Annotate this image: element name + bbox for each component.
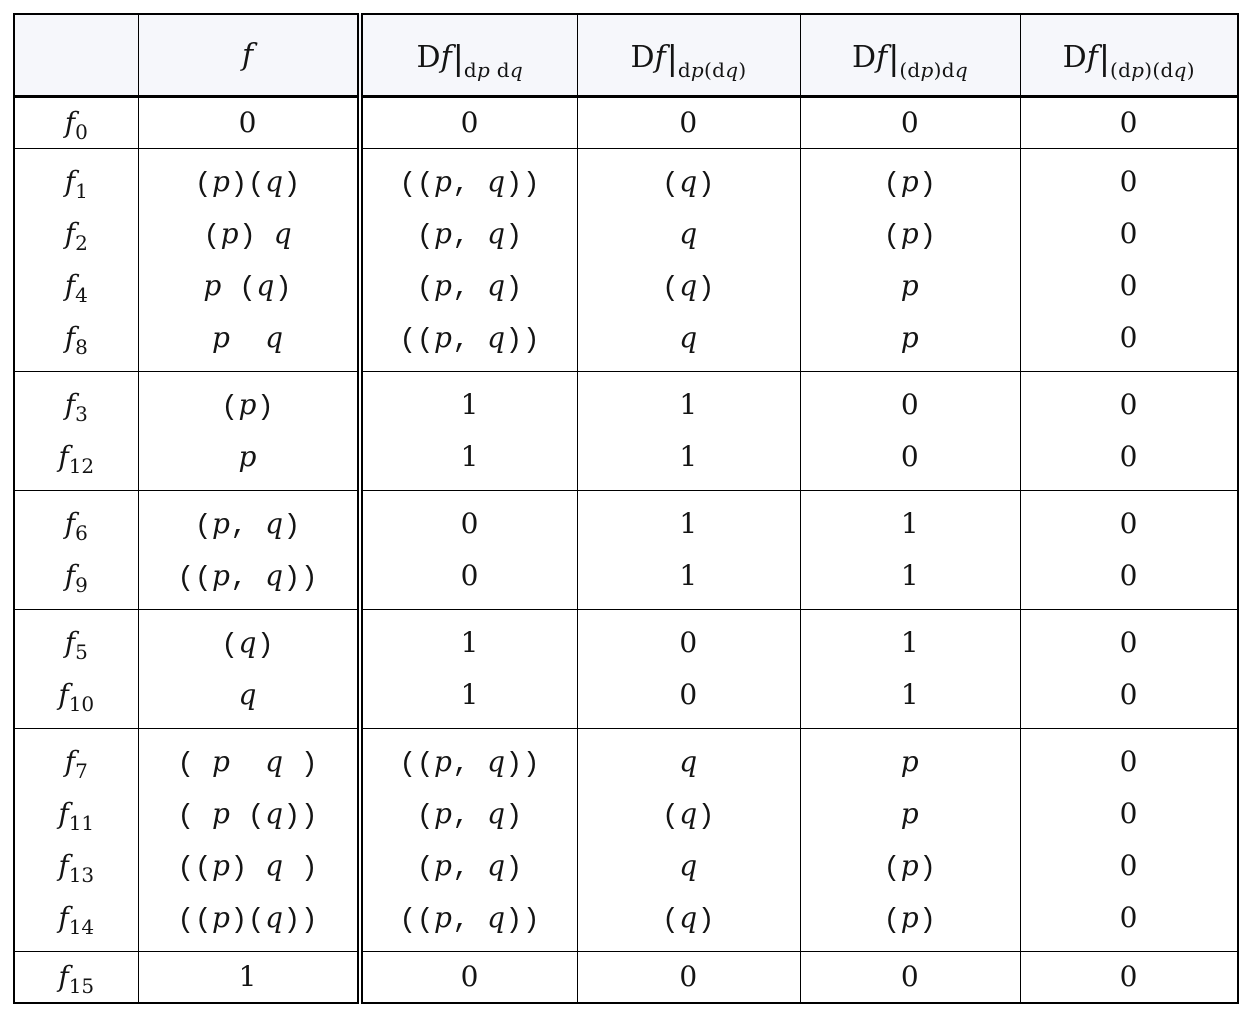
df-value: (p) [883, 217, 937, 252]
f-expression-cell [138, 952, 360, 1004]
df-value-cell [577, 372, 800, 491]
df-value-cell [360, 97, 577, 149]
df-value: 1 [460, 388, 479, 421]
df-value: 0 [1119, 626, 1138, 659]
df-value: 0 [900, 960, 920, 993]
df-value: 1 [679, 507, 698, 540]
df-value: q [679, 321, 698, 354]
df-value-cell [577, 952, 800, 1004]
df-value: 0 [900, 440, 920, 473]
table-body [14, 97, 1238, 1004]
row-label: $f_8$ [64, 321, 88, 359]
table-group-row [14, 97, 1238, 149]
row-label: $f_{14}$ [58, 901, 95, 939]
evaluation-bar: | [666, 37, 678, 77]
df-value-cell [1020, 729, 1238, 952]
row-label: $f_4$ [64, 269, 88, 307]
table-group-row [14, 149, 1238, 372]
df-value: (p) [883, 901, 937, 936]
df-value: 1 [900, 507, 920, 540]
df-value: (q) [661, 901, 716, 936]
df-value-cell [800, 610, 1020, 729]
df-value: 1 [460, 678, 479, 711]
df-value: 1 [900, 678, 920, 711]
row-label-cell [14, 610, 138, 729]
f-expression: q [238, 678, 257, 711]
df-value: 0 [1119, 269, 1138, 302]
df-value: 0 [1119, 440, 1138, 473]
f-expression: (p, q) [194, 507, 301, 542]
evaluation-bar: | [888, 37, 900, 77]
row-label: $f_0$ [64, 106, 88, 144]
df-value: 0 [900, 106, 920, 139]
df-value: (q) [661, 797, 716, 832]
row-label: $f_3$ [64, 388, 88, 426]
f-expression-cell [138, 610, 360, 729]
table-group-row [14, 729, 1238, 952]
table-group-row [14, 610, 1238, 729]
df-value: 1 [460, 440, 479, 473]
row-label-cell [14, 952, 138, 1004]
df-value: 0 [679, 678, 698, 711]
df-value: q [679, 849, 698, 882]
row-label: $f_{10}$ [58, 678, 95, 716]
df-value: 0 [679, 106, 698, 139]
df-value: 0 [1119, 849, 1138, 882]
df-value: p [900, 797, 920, 830]
f-expression: ( p q ) [177, 745, 319, 780]
df-header-subscript: dp dq [463, 57, 523, 82]
f-expression-cell [138, 491, 360, 610]
df-value: ((p, q)) [399, 321, 541, 356]
df-value-cell [800, 491, 1020, 610]
df-value: (p, q) [416, 269, 523, 304]
df-value: q [679, 745, 698, 778]
df-header-formula: Df|dp dq [416, 37, 523, 82]
evaluation-bar: | [1098, 37, 1110, 77]
df-value: 0 [679, 626, 698, 659]
row-label: $f_2$ [64, 217, 88, 255]
df-header-formula: Df|dp(dq) [630, 37, 747, 82]
df-value: 0 [1119, 678, 1138, 711]
difference-operator-table [13, 13, 1239, 1004]
col-header-f: f [138, 14, 360, 97]
df-value: 0 [900, 388, 920, 421]
df-value: 0 [679, 960, 698, 993]
df-header-subscript: (dp)(dq) [1109, 57, 1195, 82]
f-expression: (p) q [203, 217, 293, 252]
df-value: 0 [1119, 388, 1138, 421]
df-value-cell [360, 491, 577, 610]
df-value: 0 [460, 960, 479, 993]
df-value: 1 [679, 440, 698, 473]
df-value: 0 [460, 507, 479, 540]
df-value: 0 [1119, 797, 1138, 830]
df-value: 1 [900, 559, 920, 592]
df-value-cell [1020, 149, 1238, 372]
df-value: 0 [1119, 321, 1138, 354]
f-expression: (p)(q) [194, 165, 301, 200]
df-value: ((p, q)) [399, 165, 541, 200]
df-value-cell [800, 372, 1020, 491]
table-group-row [14, 952, 1238, 1004]
df-value-cell [1020, 491, 1238, 610]
df-value-cell [577, 610, 800, 729]
row-label: $f_7$ [64, 745, 88, 783]
evaluation-bar: | [452, 37, 464, 77]
df-value-cell [1020, 610, 1238, 729]
f-expression: ((p)(q)) [177, 901, 319, 936]
f-expression-cell [138, 372, 360, 491]
table-group-row [14, 372, 1238, 491]
df-header-subscript: dp(dq) [677, 57, 747, 82]
f-expression: ((p, q)) [177, 559, 319, 594]
df-value: 1 [900, 626, 920, 659]
df-value: 0 [460, 106, 479, 139]
df-value: 0 [1119, 165, 1138, 198]
corner-cell [14, 14, 138, 97]
df-value: (p) [883, 849, 937, 884]
df-value-cell [800, 97, 1020, 149]
df-value-cell [577, 149, 800, 372]
f-expression-cell [138, 149, 360, 372]
df-value: (p) [883, 165, 937, 200]
df-value: 1 [460, 626, 479, 659]
df-value: 0 [1119, 106, 1138, 139]
df-value-cell [1020, 97, 1238, 149]
row-label-cell [14, 372, 138, 491]
df-value: (p, q) [416, 797, 523, 832]
row-label: $f_5$ [64, 626, 88, 664]
df-value: (p, q) [416, 217, 523, 252]
f-expression: (q) [221, 626, 275, 661]
row-label-cell [14, 97, 138, 149]
df-value-cell [360, 610, 577, 729]
df-header-formula: Df|(dp)(dq) [1062, 37, 1195, 82]
col-header-df-dp-pdqp [577, 14, 800, 97]
row-label: $f_{15}$ [58, 960, 95, 998]
row-label: $f_{11}$ [58, 797, 95, 835]
df-value: 0 [1119, 559, 1138, 592]
df-value-cell [800, 952, 1020, 1004]
df-value-cell [577, 729, 800, 952]
row-label-cell [14, 729, 138, 952]
f-expression: ((p) q ) [177, 849, 319, 884]
df-value-cell [360, 952, 577, 1004]
df-value: 1 [679, 388, 698, 421]
f-expression: ( p (q)) [177, 797, 319, 832]
df-value: p [900, 745, 920, 778]
df-value-cell [1020, 372, 1238, 491]
f-expression: 1 [238, 960, 257, 993]
row-label: $f_{13}$ [58, 849, 95, 887]
row-label: $f_1$ [64, 165, 88, 203]
df-value: (q) [661, 269, 716, 304]
row-label: $f_9$ [64, 559, 88, 597]
df-value: 0 [1119, 901, 1138, 934]
df-value-cell [1020, 952, 1238, 1004]
df-value: p [900, 269, 920, 302]
f-expression-cell [138, 97, 360, 149]
df-header-formula: Df|(dp)dq [852, 37, 968, 82]
df-value: 0 [1119, 217, 1138, 250]
df-value: 0 [1119, 745, 1138, 778]
df-value: 0 [1119, 960, 1138, 993]
col-header-df-dp-dq [360, 14, 577, 97]
df-value: 0 [460, 559, 479, 592]
df-value: ((p, q)) [399, 901, 541, 936]
df-value-cell [577, 491, 800, 610]
f-expression: (p) [221, 388, 275, 423]
df-value-cell [360, 372, 577, 491]
df-value-cell [800, 149, 1020, 372]
df-header-subscript: (dp)dq [899, 57, 968, 82]
row-label-cell [14, 491, 138, 610]
df-value: 0 [1119, 507, 1138, 540]
df-value: 1 [679, 559, 698, 592]
col-header-df-pdpp-dq [800, 14, 1020, 97]
df-value-cell [360, 149, 577, 372]
row-label-cell [14, 149, 138, 372]
f-expression: p q [212, 321, 284, 354]
f-expression: p [238, 440, 257, 473]
f-expression-cell [138, 729, 360, 952]
df-value: (q) [661, 165, 716, 200]
table-group-row [14, 491, 1238, 610]
df-value-cell [800, 729, 1020, 952]
row-label: $f_6$ [64, 507, 88, 545]
col-header-df-pdpp-pdqp [1020, 14, 1238, 97]
header-row [14, 14, 1238, 97]
df-value: p [900, 321, 920, 354]
df-value: q [679, 217, 698, 250]
df-value: ((p, q)) [399, 745, 541, 780]
row-label: $f_{12}$ [58, 440, 95, 478]
df-value-cell [360, 729, 577, 952]
f-expression: p (q) [203, 269, 293, 304]
df-value-cell [577, 97, 800, 149]
df-value: (p, q) [416, 849, 523, 884]
f-expression: 0 [238, 106, 257, 139]
